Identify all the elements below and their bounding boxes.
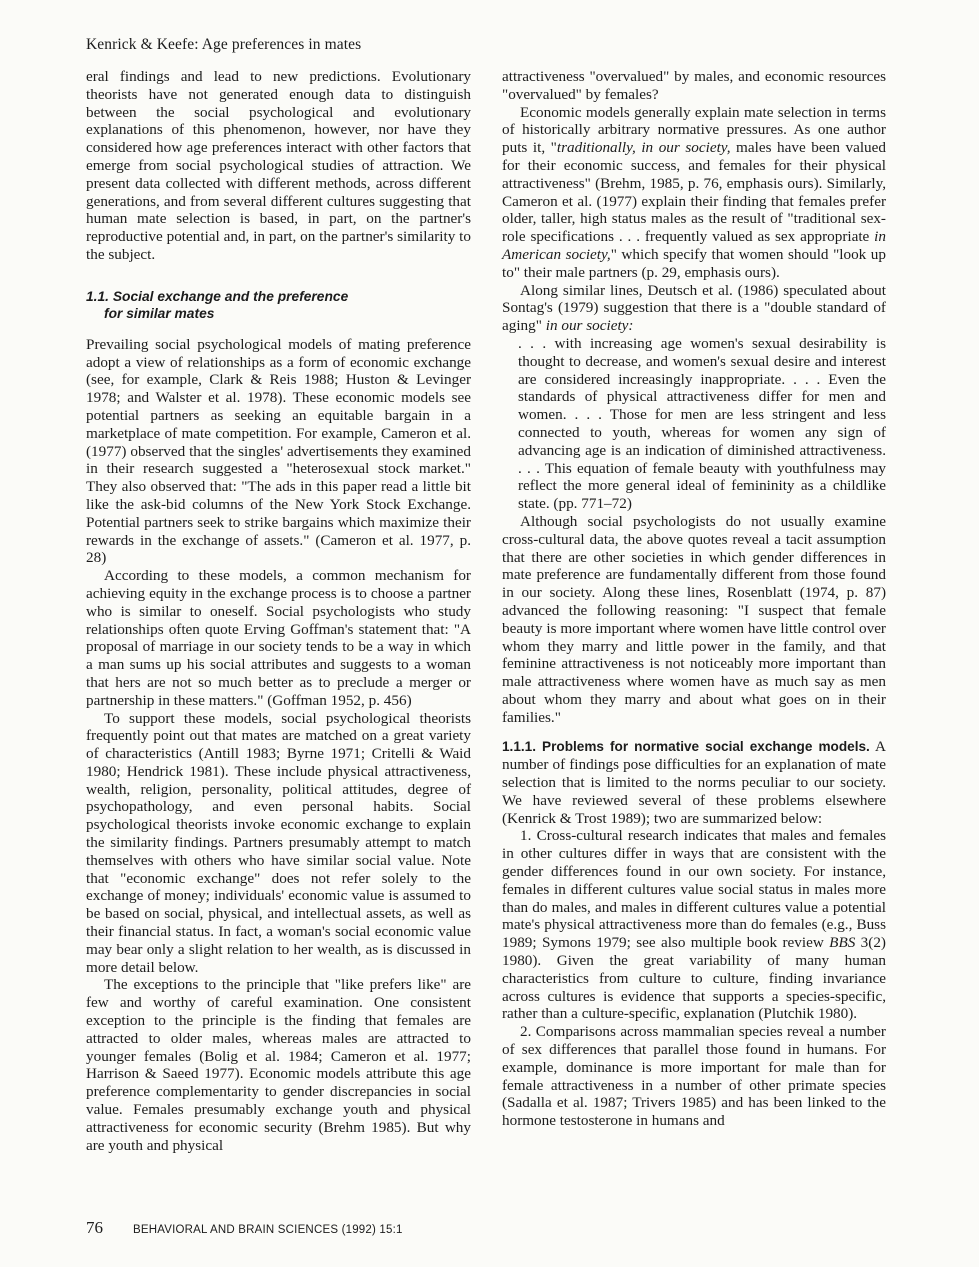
text-run: 1. Cross-cultural research indicates that males and females in other cultures differ in ways that are consistent with the gender differences found in our own society. For instance, females in different cultures value social status in males more than do males, and males in different cultures value a potential mate's physical attractiveness more than do females (e.g., Buss 1989; Symons 1979; see also multiple book review bbox=[502, 827, 886, 952]
page-number: 76 bbox=[86, 1218, 103, 1237]
paragraph: To support these models, social psychological theorists frequently point out that mates are matched on a great variety of characteristics (Antill 1983; Byrne 1971; Critelli & Waid 1980; Hendrick 1981). These include physical attractiveness, wealth, religion, personality, political attitudes, degree of psychopathology, and even personal habits. Social psychological theorists invoke economic exchange to explain the similarity findings. Partners presumably attempt to match themselves with others who have similar social value. Note that "economic exchange" does not refer solely to the exchange of money; individuals' economic value is assumed to be based on social, physical, and intellectual assets, as well as their financial status. In fact, a woman's social economic value may bear only a slight relation to her wealth, as is discussed in more detail below. bbox=[86, 709, 471, 976]
subsection-heading: 1.1.1. Problems for normative social exchange models. bbox=[502, 739, 870, 755]
paragraph: 2. Comparisons across mammalian species reveal a number of sex differences that parallel those found in humans. For example, dominance is more important for male than for female attractiveness in a number of other primate species (Sadalla et al. 1987; Trivers 1985) and has been linked to the hormone testosterone in humans and bbox=[502, 1023, 886, 1130]
paragraph bbox=[502, 104, 886, 282]
page-footer bbox=[86, 1218, 403, 1238]
paragraph: Although social psychologists do not usually examine cross-cultural data, the above quotes reveal a tacit assumption that there are other societies in which gender differences in mate preference are fundamentally different from those found in our society. Along these lines, Rosenblatt (1974, p. 87) advanced the following reasoning: "I suspect that female beauty is more important where women have little control over whom they marry and little power in the family, and that feminine attractiveness is not noticeably more important than male attractiveness where women have as much say as men about whom they marry and about what goes on in their families." bbox=[502, 512, 886, 726]
emphasis: BBS bbox=[829, 934, 856, 952]
paragraph: attractiveness "overvalued" by males, and economic resources "overvalued" by females? bbox=[502, 68, 886, 103]
paragraph bbox=[502, 738, 886, 827]
text-run: " which specify that women should "look up to" their male partners (p. 29, emphasis ours). bbox=[502, 245, 886, 281]
emphasis: in our society: bbox=[545, 317, 634, 335]
paragraph bbox=[502, 282, 886, 335]
paragraph bbox=[502, 827, 886, 1023]
section-heading-line2: for similar mates bbox=[104, 305, 215, 321]
block-quote: . . . with increasing age women's sexual desirability is thought to decrease, and women's sexual desire and interest are considered increasingly inappropriate. . . . Even the standards of physical attractiveness differ for men and women. . . . Those for men are less stringent and less connected to youth, whereas for women any sign of advancing age is an indication of diminished attractiveness. . . . This equation of female beauty with youthfulness may reflect the more general ideal of femininity as a childlike state. (pp. 771–72) bbox=[518, 334, 886, 513]
left-column bbox=[86, 68, 471, 1154]
section-heading bbox=[86, 288, 471, 322]
paragraph: The exceptions to the principle that "like prefers like" are few and worthy of careful examination. One consistent exception to the principle is the finding that females are attracted to older males, whereas males are attracted to younger females (Bolig et al. 1984; Cameron et al. 1977; Harrison & Saeed 1977). Economic models attribute this age preference complementarity to gender discrepancies in social value. Females presumably exchange youth and physical attractiveness for economic security (Brehm 1985). But why are youth and physical bbox=[86, 976, 471, 1154]
text-run: males have been valued for their economic success, and females for their physical attractiveness" (Brehm, 1985, p. 76, emphasis ours). Similarly, Cameron et al. (1977) explain their finding that females prefer older, taller, high status males as the result of "traditional sex-role specifications . . . frequently valued as sex appropriate bbox=[502, 139, 886, 246]
section-heading-line1: 1.1. Social exchange and the preference bbox=[86, 288, 349, 304]
paragraph: According to these models, a common mechanism for achieving equity in the exchange process is to choose a partner who is similar to oneself. Social psychologists who study relationships often quote Erving Goffman's statement that: "A proposal of marriage in our society tends to be a way in which a man sums up his social attributes and suggests to a woman that hers are not so much better as to preclude a merger or partnership in these matters." (Goffman 1952, p. 456) bbox=[86, 567, 471, 709]
text-run: A number of findings pose difficulties for an explanation of mate selection that is limited to the norms peculiar to our society. We have reviewed several of these problems elsewhere (Kenrick & Trost 1989); two are summarized below: bbox=[502, 738, 887, 827]
emphasis: traditionally, in our society, bbox=[556, 139, 731, 157]
emphasis: in American society, bbox=[502, 228, 886, 263]
right-column bbox=[502, 68, 886, 1130]
running-head: Kenrick & Keefe: Age preferences in mates bbox=[86, 36, 362, 53]
text-run: 3(2) 1980). Given the great variability of many human characteristics from culture to culture, finding invariance across cultures is evidence that supports a species-specific, rather than a culture-specific, explanation (Plutchik 1980). bbox=[502, 934, 886, 1023]
text-run: Economic models generally explain mate selection in terms of historically arbitrary normative pressures. As one author puts it, " bbox=[502, 103, 886, 157]
text-run: Along similar lines, Deutsch et al. (1986) speculated about Sontag's (1979) suggestion that there is a "double standard of aging" bbox=[502, 281, 886, 335]
paragraph: Prevailing social psychological models of mating preference adopt a view of relationships as a form of economic exchange (see, for example, Clark & Reis 1988; Huston & Levinger 1978; and Walster et al. 1978). These economic models see potential partners as seeking an equitable bargain in a marketplace of mate competition. For example, Cameron et al. (1977) observed that the singles' advertisements they examined in their research suggested a "heterosexual stock market." They also observed that: "The ads in this paper read a little bit like the ask-bid columns of the New York Stock Exchange. Potential partners seek to strike bargains which maximize their rewards in the exchange of assets." (Cameron et al. 1977, p. 28) bbox=[86, 335, 471, 567]
paragraph: eral findings and lead to new predictions. Evolutionary theorists have not generated enough data to distinguish between the social psychological and evolutionary explanations of this phenomenon, however, nor have they considered how age preferences interact with other factors that emerge from social psychological studies of attraction. We present data collected with different methods, across different generations, and from several different cultures suggesting that human mate selection is based, in part, on the partner's reproductive potential and, in part, on the partner's similarity to the subject. bbox=[86, 68, 471, 263]
journal-citation: BEHAVIORAL AND BRAIN SCIENCES (1992) 15:1 bbox=[133, 1224, 403, 1236]
